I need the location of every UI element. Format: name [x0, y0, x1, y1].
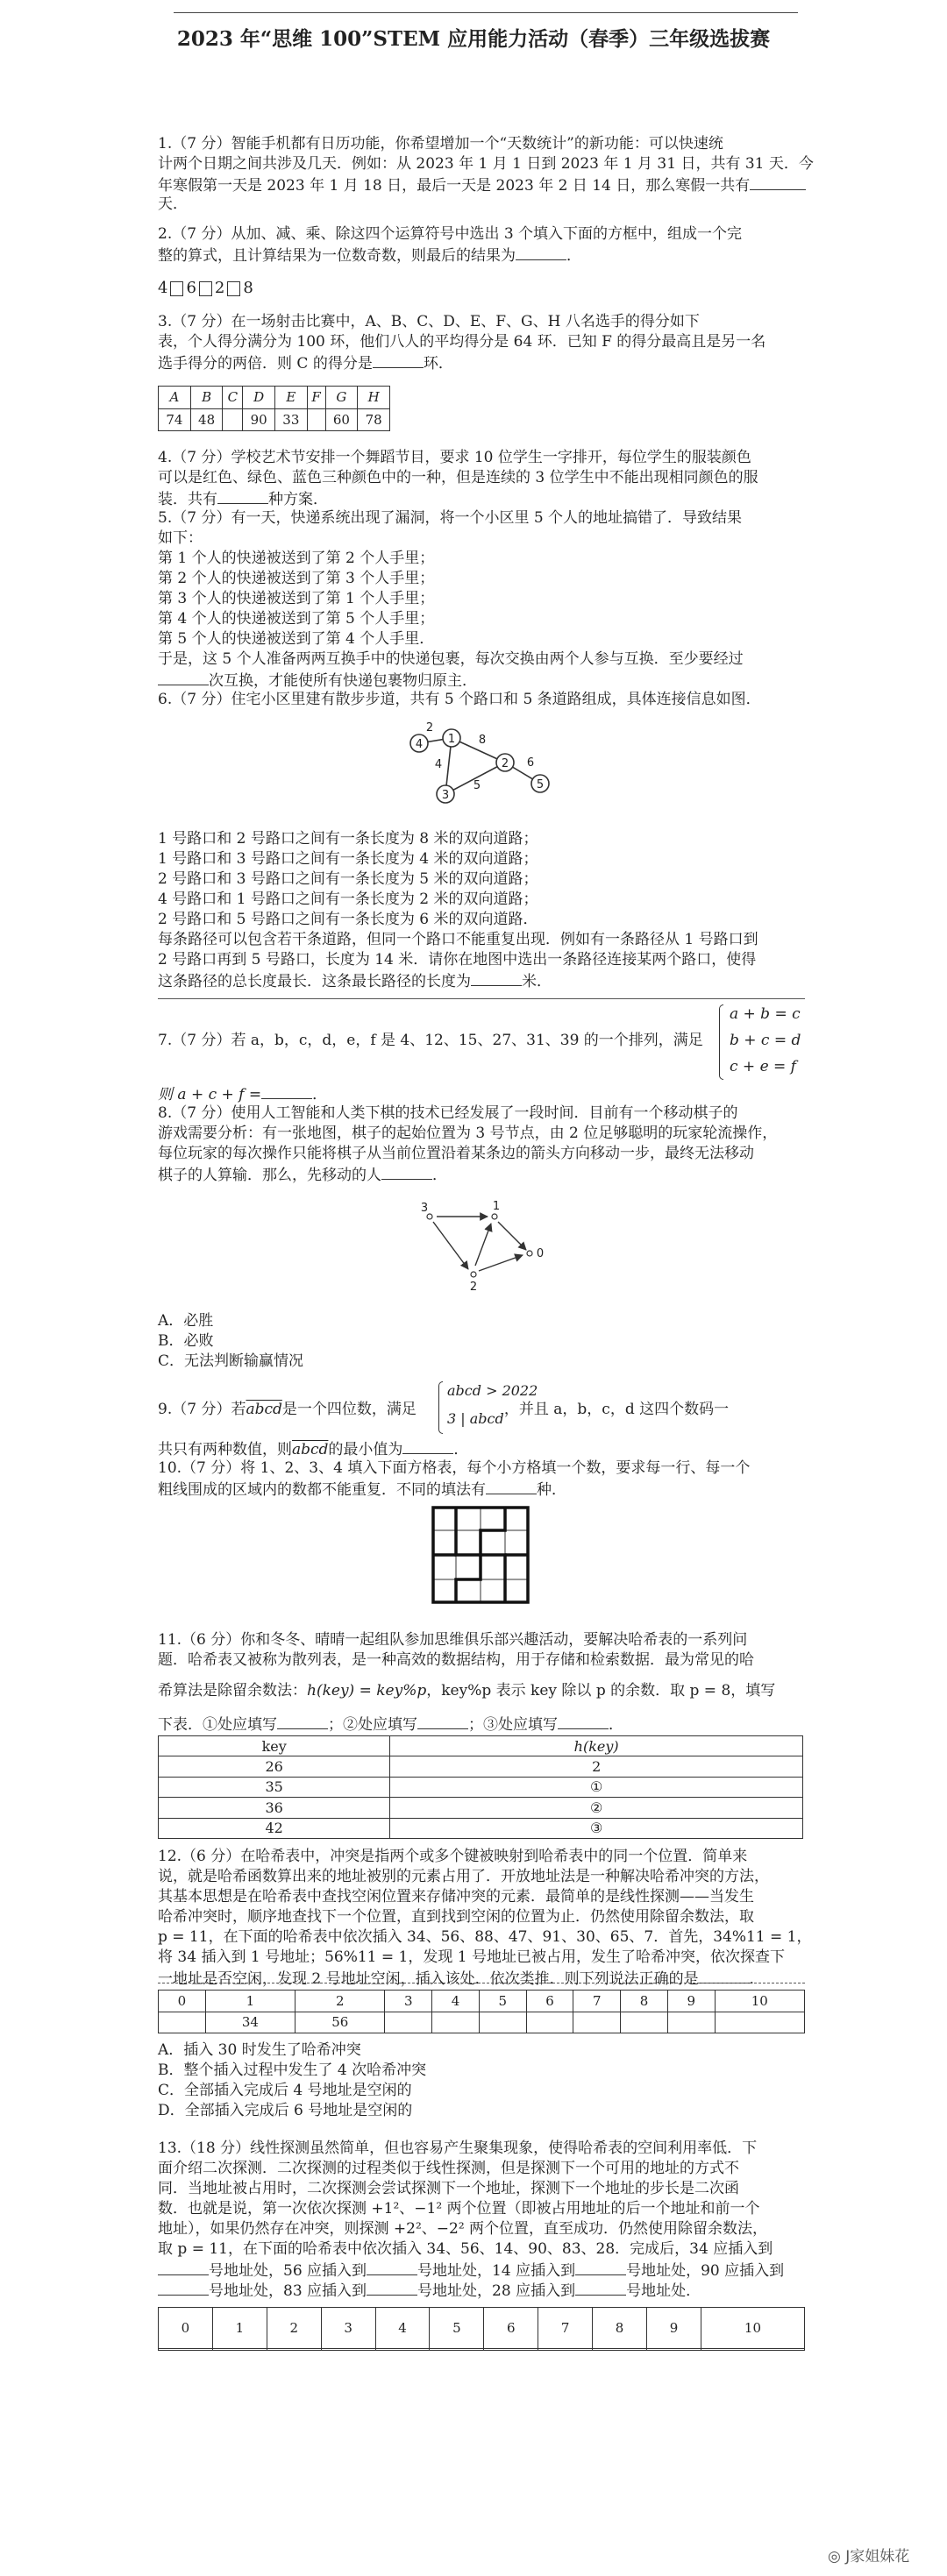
q6-road-1: 1 号路口和 2 号路口之间有一条长度为 8 米的双向道路；	[158, 830, 538, 848]
q2-expression	[158, 279, 253, 298]
q12-value-cell: 56	[295, 2012, 385, 2033]
q7-line-2-end: ．	[312, 1086, 328, 1103]
q3-score-cell: 78	[358, 408, 390, 431]
q11-hash-table	[158, 1735, 803, 1839]
q3-header-cell: D	[243, 387, 275, 409]
q7-answer-blank[interactable]	[261, 1083, 312, 1099]
q6-road-2: 1 号路口和 3 号路口之间有一条长度为 4 米的双向道路；	[158, 850, 538, 868]
q11-hash-cell: ①	[390, 1777, 803, 1797]
q1-line-2: 计两个日期之间共涉及几天．例如：从 2023 年 1 月 1 日到 2023 年 1 月 31 日，共有 31 天．今	[158, 155, 814, 173]
q12-address-cell: 4	[432, 1991, 480, 2012]
q9-line-2-c: ．	[453, 1441, 469, 1458]
q12-address-cell: 9	[667, 1991, 715, 2012]
q13-hash-table	[158, 2307, 805, 2351]
q11-blank-1[interactable]	[277, 1714, 328, 1729]
q3-header-cell: H	[358, 387, 390, 409]
q7-eq-3: c + e = f	[730, 1058, 796, 1075]
q13-line: 取 p = 11，在下面的哈希表中依次插入 34、56、14、90、83、28．完成后，34 应插入到	[158, 2240, 773, 2258]
q8-node-0-dot	[527, 1251, 532, 1256]
q12-address-cell: 8	[621, 1991, 668, 2012]
q11-line-1: 11.（6 分）你和冬冬、晴晴一起组队参加思维俱乐部兴趣活动，要解决哈希表的一系列问	[158, 1631, 748, 1649]
q13-value-cell[interactable]	[484, 2348, 538, 2350]
q12-value-row	[159, 2012, 805, 2033]
q9-abcd: abcd	[246, 1401, 282, 1418]
q2-line-1: 2.（7 分）从加、减、乘、除这四个运算符号中选出 3 个填入下面的方框中，组成一个完	[158, 225, 743, 243]
q12-address-cell: 3	[385, 1991, 432, 2012]
q3-header-cell: C	[223, 387, 243, 409]
q13-value-cell[interactable]	[321, 2348, 375, 2350]
q11-col-hkey: h(key)	[390, 1736, 803, 1756]
q13-value-cell[interactable]	[701, 2348, 804, 2350]
q8-line-4	[158, 1164, 447, 1185]
q3-score-cell: 48	[190, 408, 223, 431]
q12-address-cell: 2	[295, 1991, 385, 2012]
q9-cond-1: abcd > 2022	[447, 1382, 538, 1399]
q8-line-1: 8.（7 分）使用人工智能和人类下棋的技术已经发展了一段时间．目前有一个移动棋子的	[158, 1104, 738, 1122]
q12-line-end: ．	[749, 1970, 765, 1988]
q6-road-graph	[377, 708, 579, 809]
q12-value-cell	[526, 2012, 573, 2033]
q2-operator-box-2[interactable]	[199, 281, 212, 296]
q13-line: 数．也就是说，第一次依次探测 +1²、−1² 两个位置（即被占用地址的后一个地址和前一个	[158, 2200, 760, 2218]
q12-line	[158, 1948, 785, 1967]
q11-key-cell: 35	[159, 1777, 390, 1797]
q9-line-1	[158, 1400, 729, 1419]
q13-line-8-c: 号地址处．	[626, 2282, 701, 2300]
q11-hash-cell: ②	[390, 1798, 803, 1818]
q12-address-cell: 0	[159, 1991, 206, 2012]
q3-score-cell: 90	[243, 408, 275, 431]
q11-line-4	[158, 1714, 623, 1735]
q2-line-2-text: 整的算式，且计算结果为一位数奇数，则最后的结果为	[158, 247, 516, 265]
q12-line	[158, 1847, 747, 1866]
q12-value-cell	[432, 2012, 480, 2033]
q8-line-3: 每位玩家的每次操作只能将棋子从当前位置沿着某条边的箭头方向移动一步，最终无法移动	[158, 1145, 754, 1162]
q11-body	[159, 1756, 803, 1839]
q12-value-cell	[715, 2012, 804, 2033]
q13-value-cell[interactable]	[212, 2348, 267, 2350]
q13-line-7-a: 号地址处，56 应插入到	[209, 2262, 367, 2280]
q13-address-cell: 1	[212, 2308, 267, 2349]
q12-line	[158, 1867, 769, 1886]
q13-line-7-c: 号地址处，90 应插入到	[626, 2262, 785, 2280]
q13-blank-56[interactable]	[367, 2260, 417, 2275]
q11-line-3-c: ，key%p 表示 key 除以 p 的余数．取 p = 8，填写	[426, 1682, 776, 1700]
q7-line-2	[158, 1083, 327, 1104]
q6-weight-2-5: 6	[526, 756, 535, 770]
q1-line-3-text: 年寒假第一天是 2023 年 1 月 18 日，最后一天是 2023 年 2 日 14 日，那么寒假一共有	[158, 177, 751, 195]
q13-line-8-a: 号地址处，83 应插入到	[209, 2282, 367, 2300]
q7-eq-1: a + b = c	[730, 1005, 801, 1023]
q1-answer-blank[interactable]	[750, 174, 806, 190]
q10-line-1: 10.（7 分）将 1、2、3、4 填入下面方格表，每个小方格填一个数，要求每一行、每一个	[158, 1459, 751, 1477]
q12-line	[158, 1887, 754, 1906]
watermark-icon: ◎	[828, 2548, 846, 2565]
q11-blank-2[interactable]	[417, 1714, 468, 1729]
q6-node-1: 1	[447, 733, 456, 746]
q6-line-4-end: 米．	[522, 973, 552, 990]
q2-digit-1: 4	[158, 279, 168, 297]
q7-eq-2: b + c = d	[730, 1032, 801, 1049]
top-rule	[174, 12, 798, 13]
q3-score-cell: 60	[325, 408, 358, 431]
q13-value-cell[interactable]	[375, 2348, 430, 2350]
q4-line-3-text: 装．共有	[158, 491, 217, 508]
q9-brace	[438, 1381, 443, 1434]
q10-region-line-1	[456, 1508, 481, 1602]
q4-line-1: 4.（7 分）学校艺术节安排一个舞蹈节目，要求 10 位学生一字排开，每位学生的服装颜色	[158, 449, 751, 466]
q12-value-cell	[621, 2012, 668, 2033]
q4-line-3	[158, 488, 328, 509]
q12-address-cell: 6	[526, 1991, 573, 2012]
q13-blank-90[interactable]	[158, 2280, 209, 2296]
q11-hash-formula: h(key) = key%p	[307, 1682, 427, 1700]
q5-line-4	[158, 670, 477, 691]
q13-line: 13.（18 分）线性探测虽然简单，但也容易产生聚集现象，使得哈希表的空间利用率低．下	[158, 2140, 758, 2157]
q3-header-cell: A	[159, 387, 191, 409]
q10-grid	[431, 1506, 530, 1604]
q13-address-cell: 10	[701, 2308, 804, 2349]
q3-header-cell: F	[307, 387, 325, 409]
q8-option-c[interactable]: C．无法判断输赢情况	[158, 1352, 304, 1370]
q13-line: 面介绍二次探测．二次探测的过程类似于线性探测，但是探测下一个可用的地址的方式不	[158, 2160, 739, 2177]
q6-weight-4-1: 2	[425, 721, 434, 734]
q10-line-2-text: 粗线围成的区域内的数都不能重复．不同的填法有	[158, 1481, 486, 1499]
q8-option-b[interactable]: B．必败	[158, 1332, 214, 1350]
q12-address-cell: 10	[715, 1991, 804, 2012]
q5-item-5: 第 5 个人的快递被送到了第 4 个人手里．	[158, 630, 435, 648]
q13-line: 地址），如果仍然存在冲突，则探测 +2²、−2² 两个位置，直至成功．仍然使用除留余数法，	[158, 2220, 768, 2238]
q13-blank-83[interactable]	[367, 2280, 417, 2296]
q12-value-cell: 34	[205, 2012, 295, 2033]
q12-address-row	[159, 1991, 805, 2012]
table-row	[159, 1818, 803, 1838]
q6-road-4: 4 号路口和 1 号路口之间有一条长度为 2 米的双向道路；	[158, 891, 538, 908]
q8-line-4-text: 棋子的人算输．那么，先移动的人	[158, 1167, 381, 1184]
q4-answer-blank[interactable]	[217, 488, 268, 504]
q6-line-4-text: 这条路径的总长度最长．这条最长路径的长度为	[158, 973, 471, 990]
q13-address-cell: 3	[321, 2308, 375, 2349]
q13-address-cell: 8	[593, 2308, 647, 2349]
q10-line-2	[158, 1479, 566, 1500]
q12-line	[158, 1907, 754, 1927]
q13-value-cell[interactable]	[593, 2348, 647, 2350]
q11-header-row	[159, 1736, 803, 1756]
q5-item-2: 第 2 个人的快递被送到了第 3 个人手里；	[158, 570, 435, 587]
q11-hash-cell: ③	[390, 1818, 803, 1838]
table-row	[159, 1756, 803, 1777]
q11-line-4-c: ；③处应填写	[468, 1716, 558, 1734]
q12-option-c[interactable]: C．全部插入完成后 4 号地址是空闲的	[158, 2082, 412, 2099]
q8-node-0: 0	[536, 1247, 545, 1260]
q12-address-cell: 1	[205, 1991, 295, 2012]
q6-node-5: 5	[536, 778, 545, 791]
q9-line-1-c: ，并且 a，b，c，d 这四个数码一	[503, 1401, 730, 1418]
q3-score-cell: 74	[159, 408, 191, 431]
q8-node-3: 3	[420, 1202, 429, 1215]
q5-line-2: 如下：	[158, 529, 203, 547]
q10-line-2-end: 种．	[537, 1481, 566, 1499]
q6-node-2: 2	[501, 757, 509, 770]
watermark-text: J家姐妹花	[845, 2548, 910, 2565]
q12-line-text: 说，就是哈希函数算出来的地址被别的元素占用了．开放地址法是一种解决哈希冲突的方法，	[158, 1868, 769, 1885]
q13-address-cell: 0	[159, 2308, 213, 2349]
q12-address-cell: 7	[573, 1991, 621, 2012]
q13-address-row	[159, 2308, 805, 2349]
q6-weight-1-2: 8	[478, 734, 487, 747]
q6-answer-blank[interactable]	[471, 970, 522, 986]
q12-line-text: 哈希冲突时，顺序地查找下一个位置，直到找到空闲的位置为止．仍然使用除留余数法，取	[158, 1908, 754, 1926]
q2-digit-2: 6	[186, 279, 196, 297]
q4-line-3-end: 种方案．	[268, 491, 328, 508]
q12-hash-table	[158, 1990, 805, 2033]
q8-answer-blank[interactable]	[381, 1164, 432, 1180]
q9-line-1-b: 是一个四位数，满足	[281, 1401, 417, 1418]
q8-game-graph	[412, 1192, 561, 1297]
q8-line-2: 游戏需要分析：有一张地图，棋子的起始位置为 3 号节点，由 2 位足够聪明的玩家轮流操作，	[158, 1125, 778, 1142]
q7-brace	[719, 1004, 723, 1080]
q12-option-b[interactable]: B．整个插入过程中发生了 4 次哈希冲突	[158, 2062, 427, 2079]
q13-address-cell: 9	[647, 2308, 701, 2349]
q5-line-3: 于是，这 5 个人准备两两互换手中的快递包裹，每次交换由两个人参与互换．至少要经过	[158, 650, 744, 668]
q12-line	[158, 1927, 812, 1947]
q11-line-2: 题．哈希表又被称为散列表，是一种高效的数据结构，用于存储和检索数据．最为常见的哈	[158, 1651, 754, 1669]
q13-address-cell: 6	[484, 2308, 538, 2349]
q13-address-cell: 7	[538, 2308, 593, 2349]
q11-line-3-a: 希算法是除留余数法：	[158, 1682, 307, 1700]
q10-region-line-2	[481, 1508, 505, 1602]
q13-value-cell[interactable]	[267, 2348, 321, 2350]
q6-road-3: 2 号路口和 3 号路口之间有一条长度为 5 米的双向道路；	[158, 870, 538, 888]
q3-score-cell	[307, 408, 325, 431]
q6-line-3: 2 号路口再到 5 号路口，长度为 14 米．请你在地图中选出一条路径连接某两个路口，使得	[158, 951, 757, 969]
q3-header-row	[159, 387, 390, 409]
q3-score-row	[159, 408, 390, 431]
q13-blank-34[interactable]	[158, 2260, 209, 2275]
q13-value-row	[159, 2348, 805, 2350]
q12-value-cell	[667, 2012, 715, 2033]
q12-line-text: p = 11，在下面的哈希表中依次插入 34、56、88、47、91、30、65、7．首先，34%11 = 1，	[158, 1928, 812, 1946]
q6-node-3: 3	[441, 789, 450, 802]
q13-value-cell[interactable]	[538, 2348, 593, 2350]
q3-line-3	[158, 352, 453, 373]
q13-line-8	[158, 2280, 701, 2301]
q13-blank-14[interactable]	[575, 2260, 626, 2275]
q9-cond-2: 3 | abcd	[447, 1410, 504, 1427]
q9-abcd-2: abcd	[292, 1441, 329, 1458]
q12-line	[158, 1968, 765, 1989]
q3-line-2: 表，个人得分满分为 100 环，他们八人的平均得分是 64 环．已知 F 的得分最高且是另一名	[158, 333, 766, 351]
q13-line-7	[158, 2260, 784, 2281]
q2-operator-box-3[interactable]	[227, 281, 240, 296]
q7-line-1: 7.（7 分）若 a，b，c，d，e，f 是 4、12、15、27、31、39 的一个排列，满足	[158, 1032, 703, 1049]
q12-line-text: 12.（6 分）在哈希表中，冲突是指两个或多个键被映射到哈希表中的同一个位置．简单来	[158, 1848, 748, 1865]
q6-line-2: 每条路径可以包含若干条道路，但同一个路口不能重复出现．例如有一条路径从 1 号路口到	[158, 931, 758, 948]
q13-line: 同．当地址被占用时，二次探测会尝试探测下一个地址，探测下一个地址的步长是二次函	[158, 2180, 739, 2197]
q12-option-d[interactable]: D．全部插入完成后 6 号地址是空闲的	[158, 2102, 413, 2119]
q8-edge-2-0	[479, 1255, 523, 1271]
q11-line-4-b: ；②处应填写	[328, 1716, 417, 1734]
q3-score-cell: 33	[274, 408, 307, 431]
watermark	[828, 2544, 909, 2565]
q3-line-3-text: 选手得分的两倍．则 C 的得分是	[158, 355, 373, 373]
q6-line-1: 6.（7 分）住宅小区里建有散步步道，共有 5 个路口和 5 条道路组成，具体连接信息如图．	[158, 691, 761, 708]
table-row	[159, 1798, 803, 1818]
q3-line-3-end: 环．	[423, 355, 453, 373]
q9-line-2	[158, 1438, 468, 1459]
q9-line-2-a: 共只有两种数值，则	[158, 1441, 292, 1458]
q8-node-1-dot	[492, 1214, 497, 1219]
q13-line-7-b: 号地址处，14 应插入到	[417, 2262, 576, 2280]
q8-edge-2-1	[475, 1224, 491, 1266]
q12-address-cell: 5	[479, 1991, 526, 2012]
q1-line-1: 1.（7 分）智能手机都有日历功能，你希望增加一个“天数统计”的新功能：可以快速统	[158, 135, 723, 153]
q12-value-cell	[385, 2012, 432, 2033]
q13-address-cell: 4	[375, 2308, 430, 2349]
q8-option-a[interactable]: A．必胜	[158, 1312, 214, 1330]
q4-line-2: 可以是红色、绿色、蓝色三种颜色中的一种，但是连续的 3 位学生中不能出现相同颜色的服	[158, 469, 758, 486]
q12-line-text: 其基本思想是在哈希表中查找空闲位置来存储冲突的元素．最简单的是线性探测——当发生	[158, 1888, 754, 1905]
q11-hash-cell: 2	[390, 1756, 803, 1777]
q10-answer-blank[interactable]	[486, 1479, 537, 1494]
q5-item-4: 第 4 个人的快递被送到了第 5 个人手里；	[158, 610, 435, 628]
q1-line-4: 天．	[158, 195, 188, 213]
q6-weight-2-3: 5	[473, 779, 481, 792]
q2-answer-blank[interactable]	[516, 245, 566, 260]
q12-option-a[interactable]: A．插入 30 时发生了哈希冲突	[158, 2041, 361, 2059]
q5-answer-blank[interactable]	[158, 670, 209, 685]
q9-answer-blank[interactable]	[402, 1438, 453, 1454]
q8-node-2: 2	[469, 1281, 478, 1294]
section-divider	[158, 998, 805, 999]
q9-line-2-b: 的最小值为	[328, 1441, 403, 1458]
q5-line-1: 5.（7 分）有一天，快递系统出现了漏洞，将一个小区里 5 个人的地址搞错了．导致结果	[158, 509, 743, 527]
q8-edge-3-2	[433, 1222, 468, 1269]
q13-address-cell: 5	[430, 2308, 484, 2349]
q13-value-cell[interactable]	[430, 2348, 484, 2350]
q13-line-8-b: 号地址处，28 应插入到	[417, 2282, 576, 2300]
q11-key-cell: 26	[159, 1756, 390, 1777]
q6-road-5: 2 号路口和 5 号路口之间有一条长度为 6 米的双向道路．	[158, 911, 538, 928]
q3-header-cell: G	[325, 387, 358, 409]
q6-line-4	[158, 970, 552, 991]
q6-weight-1-3: 4	[434, 758, 443, 771]
q13-value-cell[interactable]	[647, 2348, 701, 2350]
table-row	[159, 1777, 803, 1797]
q1-line-3	[158, 174, 806, 195]
q6-node-4: 4	[415, 738, 424, 751]
q8-node-1: 1	[492, 1200, 501, 1213]
q2-operator-box-1[interactable]	[170, 281, 183, 296]
q2-line-2	[158, 245, 581, 266]
q8-edge-1-0	[498, 1222, 526, 1250]
q13-address-cell: 2	[267, 2308, 321, 2349]
q5-item-3: 第 3 个人的快递被送到了第 1 个人手里；	[158, 590, 435, 607]
q11-key-cell: 36	[159, 1798, 390, 1818]
q3-header-cell: B	[190, 387, 223, 409]
q13-blank-28[interactable]	[575, 2280, 626, 2296]
q8-node-2-dot	[471, 1272, 476, 1277]
q12-value-cell	[159, 2012, 206, 2033]
q5-line-4-text: 次互换，才能使所有快递包裹物归原主．	[209, 672, 477, 690]
q5-item-1: 第 1 个人的快递被送到了第 2 个人手里；	[158, 550, 435, 567]
q3-header-cell: E	[274, 387, 307, 409]
q3-score-table	[158, 386, 390, 431]
q3-line-1: 3.（7 分）在一场射击比赛中，A、B、C、D、E、F、G、H 八名选手的得分如下	[158, 313, 700, 330]
q11-col-key: key	[159, 1736, 390, 1756]
q11-blank-3[interactable]	[558, 1714, 609, 1729]
q12-value-cell	[573, 2012, 621, 2033]
q11-key-cell: 42	[159, 1818, 390, 1838]
q3-score-cell	[223, 408, 243, 431]
q7-line-2-text: 则 a + c + f =	[158, 1086, 262, 1103]
q8-line-4-end: ．	[432, 1167, 447, 1184]
q13-value-cell[interactable]	[159, 2348, 213, 2350]
q2-digit-4: 8	[243, 279, 253, 297]
q2-digit-3: 2	[214, 279, 225, 297]
q11-line-4-a: 下表．①处应填写	[158, 1716, 277, 1734]
q11-line-3	[158, 1681, 775, 1700]
q12-line-text: 将 34 插入到 1 号地址；56%11 = 1，发现 1 号地址已被占用，发生了哈希冲突，依次探查下	[158, 1948, 785, 1966]
q12-answer-blank[interactable]	[699, 1968, 750, 1983]
q9-line-1-a: 9.（7 分）若	[158, 1401, 246, 1418]
q11-line-4-d: ．	[609, 1716, 623, 1734]
q3-answer-blank[interactable]	[373, 352, 424, 368]
q12-value-cell	[479, 2012, 526, 2033]
page-title: 2023 年“思维 100”STEM 应用能力活动（春季）三年级选拔赛	[176, 27, 771, 51]
q12-line-text: 一地址是否空闲，发现 2 号地址空闲，插入该处．依次类推．则下列说法正确的是	[158, 1970, 699, 1988]
q2-period: ．	[566, 247, 581, 265]
